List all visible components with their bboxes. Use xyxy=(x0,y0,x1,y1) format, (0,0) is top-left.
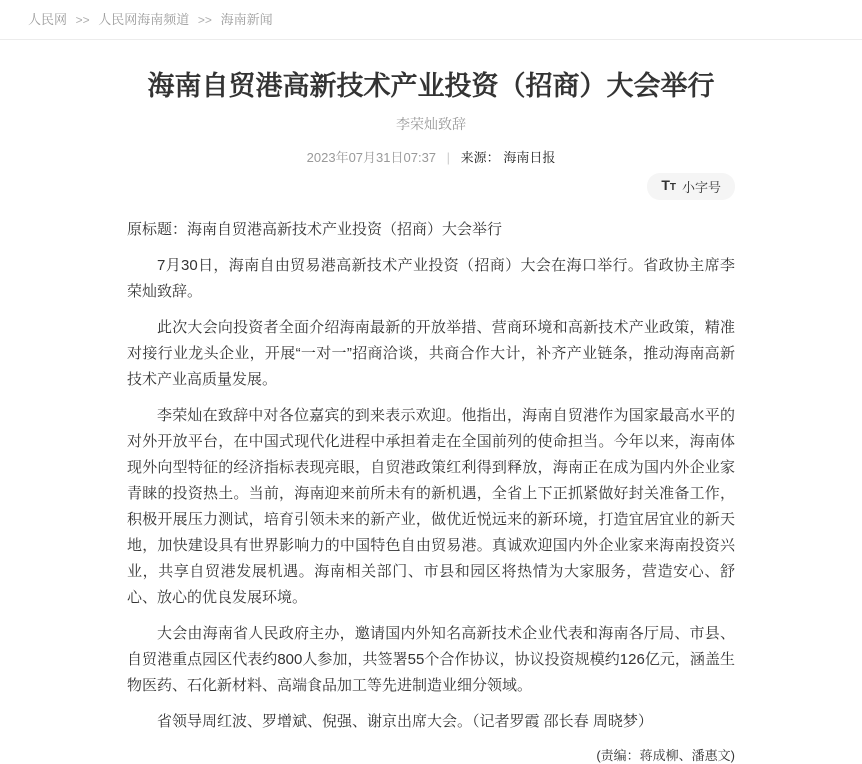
article-paragraph: 李荣灿在致辞中对各位嘉宾的到来表示欢迎。他指出，海南自贸港作为国家最高水平的对外开放平台，在中国式现代化进程中承担着走在全国前列的使命担当。今年以来，海南体现外向型特征的经济指标表现亮眼，自贸港政策红利得到释放，海南正在成为国内外企业家青睐的投资热土。当前，海南迎来前所未有的新机遇，全省上下正抓紧做好封关准备工作，积极开展压力测试，培育引领未来的新产业，做优近悦远来的新环境，打造宜居宜业的新天地，加快建设具有世界影响力的中国特色自由贸易港。真诚欢迎国内外企业家来海南投资兴业，共享自贸港发展机遇。海南相关部门、市县和园区将热情为大家服务，营造安心、舒心、放心的优良发展环境。 xyxy=(127,407,735,606)
source-link[interactable]: 海南日报 xyxy=(503,150,556,165)
article-container xyxy=(127,69,735,764)
publish-date: 2023年07月31日07:37 xyxy=(306,150,437,165)
article-paragraph: 此次大会向投资者全面介绍海南最新的开放举措、营商环境和高新技术产业政策，精准对接行业龙头企业，开展“一对一”招商洽谈，共商合作大计，补齐产业链条，推动海南高新技术产业高质量发展。 xyxy=(127,319,735,388)
breadcrumb-link-hainan-channel[interactable]: 人民网海南频道 xyxy=(98,12,190,27)
article-body xyxy=(127,217,735,735)
font-size-icon: TT xyxy=(661,177,676,193)
article-paragraph: 大会由海南省人民政府主办，邀请国内外知名高新技术企业代表和海南各厅局、市县、自贸港重点园区代表约800人参加，共签署55个合作协议，协议投资规模约126亿元，涵盖生物医药、石化新材料、高端食品加工等先进制造业细分领域。 xyxy=(127,625,735,694)
article-subtitle: 李荣灿致辞 xyxy=(396,116,466,132)
breadcrumb-separator: >> xyxy=(197,13,212,27)
editor-note: (责编：蒋成柳、潘惠文) xyxy=(596,748,735,763)
article-paragraph: 7月30日，海南自由贸易港高新技术产业投资（招商）大会在海口举行。省政协主席李荣灿致辞。 xyxy=(127,257,735,300)
breadcrumb xyxy=(0,0,862,40)
breadcrumb-link-peoples-net[interactable]: 人民网 xyxy=(28,12,68,27)
font-size-label: 小字号 xyxy=(681,180,721,195)
breadcrumb-separator: >> xyxy=(75,13,90,27)
breadcrumb-link-hainan-news[interactable]: 海南新闻 xyxy=(220,12,273,27)
font-size-button[interactable] xyxy=(647,173,735,200)
original-title: 原标题：海南自贸港高新技术产业投资（招商）大会举行 xyxy=(127,221,503,238)
article-meta xyxy=(127,147,735,166)
meta-divider: | xyxy=(446,150,451,165)
page-title: 海南自贸港高新技术产业投资（招商）大会举行 xyxy=(147,71,715,101)
source-label: 来源： xyxy=(460,150,500,165)
article-toolbar xyxy=(127,173,735,200)
article-paragraph: 省领导周红波、罗增斌、倪强、谢京出席大会。（记者罗霞 邵长春 周晓梦） xyxy=(157,713,653,730)
